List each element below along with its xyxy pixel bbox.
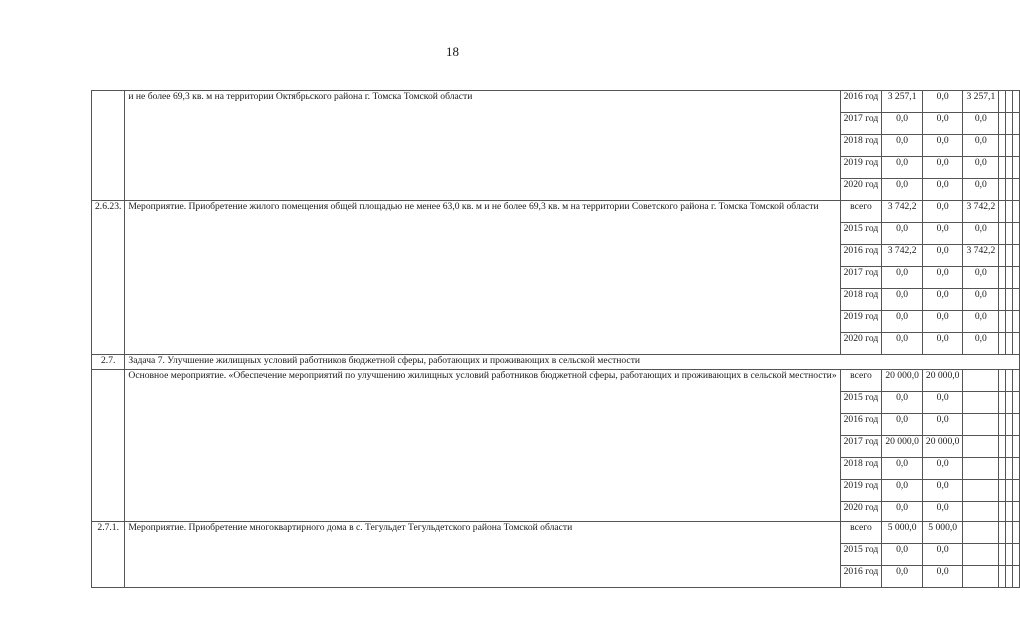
empty-cell: [1013, 157, 1020, 179]
year-cell: 2016 год: [840, 414, 882, 436]
empty-cell: [999, 502, 1006, 522]
total-cell: 0,0: [882, 179, 923, 201]
empty-cell: [999, 522, 1006, 544]
empty-cell: [1006, 311, 1013, 333]
year-cell: всего: [840, 522, 882, 544]
row-number: 2.6.23.: [92, 201, 125, 355]
total-cell: 0,0: [882, 544, 923, 566]
empty-cell: [1006, 179, 1013, 201]
empty-cell: [963, 480, 999, 502]
empty-cell: [999, 480, 1006, 502]
task-title: Задача 7. Улучшение жилищных условий работников бюджетной сферы, работающих и проживающих в сельской местности: [125, 355, 1020, 370]
empty-cell: [1013, 311, 1020, 333]
funding-cell: 0,0: [922, 392, 963, 414]
total-cell: 0,0: [882, 458, 923, 480]
row-number: 2.7.1.: [92, 522, 125, 588]
empty-cell: [1006, 414, 1013, 436]
empty-cell: [1013, 267, 1020, 289]
total-cell: 0,0: [882, 333, 923, 355]
empty-cell: [999, 91, 1006, 113]
empty-cell: [1013, 333, 1020, 355]
empty-cell: [1006, 245, 1013, 267]
funding-cell: 0,0: [922, 113, 963, 135]
funding-cell: 0,0: [922, 91, 963, 113]
empty-cell: [963, 436, 999, 458]
empty-cell: [963, 544, 999, 566]
funding-cell: 0,0: [922, 566, 963, 588]
funding-cell: 0,0: [963, 113, 999, 135]
funding-cell: 3 742,2: [963, 245, 999, 267]
row-number: [92, 91, 125, 201]
total-cell: 0,0: [882, 113, 923, 135]
year-cell: 2016 год: [840, 245, 882, 267]
empty-cell: [999, 392, 1006, 414]
total-cell: 0,0: [882, 267, 923, 289]
total-cell: 0,0: [882, 392, 923, 414]
year-cell: 2019 год: [840, 311, 882, 333]
empty-cell: [1013, 135, 1020, 157]
empty-cell: [999, 223, 1006, 245]
empty-cell: [1006, 201, 1013, 223]
table-row: [92, 201, 1020, 223]
total-cell: 0,0: [882, 414, 923, 436]
empty-cell: [1006, 480, 1013, 502]
empty-cell: [963, 370, 999, 392]
total-cell: 0,0: [882, 289, 923, 311]
year-cell: всего: [840, 201, 882, 223]
budget-table: [91, 90, 1020, 588]
empty-cell: [999, 566, 1006, 588]
empty-cell: [1006, 333, 1013, 355]
empty-cell: [1013, 458, 1020, 480]
total-cell: 3 742,2: [882, 201, 923, 223]
table-row: [92, 370, 1020, 392]
total-cell: 0,0: [882, 135, 923, 157]
empty-cell: [1013, 502, 1020, 522]
funding-cell: 0,0: [922, 179, 963, 201]
empty-cell: [1013, 201, 1020, 223]
funding-cell: 20 000,0: [922, 436, 963, 458]
empty-cell: [1006, 113, 1013, 135]
empty-cell: [999, 458, 1006, 480]
funding-cell: 0,0: [922, 135, 963, 157]
empty-cell: [1006, 502, 1013, 522]
year-cell: 2016 год: [840, 566, 882, 588]
empty-cell: [1013, 245, 1020, 267]
empty-cell: [1006, 135, 1013, 157]
funding-cell: 0,0: [922, 311, 963, 333]
empty-cell: [999, 201, 1006, 223]
empty-cell: [1006, 267, 1013, 289]
total-cell: 0,0: [882, 480, 923, 502]
empty-cell: [999, 414, 1006, 436]
funding-cell: 0,0: [922, 157, 963, 179]
total-cell: 3 257,1: [882, 91, 923, 113]
total-cell: 0,0: [882, 157, 923, 179]
total-cell: 20 000,0: [882, 436, 923, 458]
funding-cell: 5 000,0: [922, 522, 963, 544]
empty-cell: [963, 502, 999, 522]
empty-cell: [999, 436, 1006, 458]
funding-cell: 20 000,0: [922, 370, 963, 392]
empty-cell: [999, 135, 1006, 157]
empty-cell: [1006, 458, 1013, 480]
empty-cell: [1006, 289, 1013, 311]
funding-cell: 0,0: [922, 333, 963, 355]
funding-cell: 3 742,2: [963, 201, 999, 223]
empty-cell: [1006, 392, 1013, 414]
total-cell: 5 000,0: [882, 522, 923, 544]
year-cell: 2020 год: [840, 179, 882, 201]
page-number: 18: [446, 44, 459, 59]
funding-cell: 0,0: [922, 267, 963, 289]
funding-cell: 3 257,1: [963, 91, 999, 113]
funding-cell: 0,0: [922, 480, 963, 502]
funding-cell: 0,0: [963, 135, 999, 157]
empty-cell: [1006, 91, 1013, 113]
funding-cell: 0,0: [963, 311, 999, 333]
empty-cell: [999, 544, 1006, 566]
empty-cell: [963, 566, 999, 588]
empty-cell: [999, 333, 1006, 355]
empty-cell: [963, 458, 999, 480]
empty-cell: [999, 311, 1006, 333]
table-row: [92, 522, 1020, 544]
funding-cell: 0,0: [922, 245, 963, 267]
empty-cell: [999, 245, 1006, 267]
year-cell: 2020 год: [840, 333, 882, 355]
empty-cell: [1006, 436, 1013, 458]
total-cell: 20 000,0: [882, 370, 923, 392]
empty-cell: [1013, 223, 1020, 245]
empty-cell: [1013, 522, 1020, 544]
empty-cell: [1013, 392, 1020, 414]
empty-cell: [1006, 566, 1013, 588]
year-cell: всего: [840, 370, 882, 392]
funding-cell: 0,0: [963, 157, 999, 179]
funding-cell: 0,0: [963, 289, 999, 311]
year-cell: 2015 год: [840, 544, 882, 566]
empty-cell: [999, 157, 1006, 179]
empty-cell: [999, 289, 1006, 311]
empty-cell: [1006, 522, 1013, 544]
year-cell: 2016 год: [840, 91, 882, 113]
empty-cell: [1013, 436, 1020, 458]
activity-description: и не более 69,3 кв. м на территории Октябрьского района г. Томска Томской области: [125, 91, 840, 201]
row-number: [92, 370, 125, 522]
total-cell: 3 742,2: [882, 245, 923, 267]
empty-cell: [963, 414, 999, 436]
year-cell: 2017 год: [840, 436, 882, 458]
empty-cell: [1013, 289, 1020, 311]
empty-cell: [1013, 113, 1020, 135]
year-cell: 2018 год: [840, 458, 882, 480]
empty-cell: [1006, 544, 1013, 566]
row-number: 2.7.: [92, 355, 125, 370]
funding-cell: 0,0: [922, 414, 963, 436]
year-cell: 2017 год: [840, 267, 882, 289]
empty-cell: [999, 267, 1006, 289]
empty-cell: [999, 179, 1006, 201]
activity-description: Основное мероприятие. «Обеспечение мероприятий по улучшению жилищных условий работников бюджетной сферы, работающих и проживающих в сельской местности»: [125, 370, 840, 522]
empty-cell: [1006, 157, 1013, 179]
empty-cell: [999, 113, 1006, 135]
task-row: [92, 355, 1020, 370]
year-cell: 2015 год: [840, 392, 882, 414]
year-cell: 2019 год: [840, 480, 882, 502]
empty-cell: [1013, 370, 1020, 392]
funding-cell: 0,0: [963, 179, 999, 201]
year-cell: 2018 год: [840, 289, 882, 311]
empty-cell: [1013, 179, 1020, 201]
year-cell: 2015 год: [840, 223, 882, 245]
year-cell: 2020 год: [840, 502, 882, 522]
funding-cell: 0,0: [963, 333, 999, 355]
empty-cell: [999, 370, 1006, 392]
empty-cell: [963, 392, 999, 414]
empty-cell: [1013, 480, 1020, 502]
empty-cell: [1013, 91, 1020, 113]
total-cell: 0,0: [882, 502, 923, 522]
funding-cell: 0,0: [922, 223, 963, 245]
table-body: [92, 91, 1020, 588]
total-cell: 0,0: [882, 223, 923, 245]
empty-cell: [1006, 370, 1013, 392]
empty-cell: [1013, 544, 1020, 566]
table-row: [92, 91, 1020, 113]
year-cell: 2019 год: [840, 157, 882, 179]
funding-cell: 0,0: [922, 502, 963, 522]
funding-cell: 0,0: [963, 267, 999, 289]
total-cell: 0,0: [882, 311, 923, 333]
year-cell: 2018 год: [840, 135, 882, 157]
funding-cell: 0,0: [963, 223, 999, 245]
empty-cell: [963, 522, 999, 544]
funding-cell: 0,0: [922, 289, 963, 311]
funding-cell: 0,0: [922, 458, 963, 480]
empty-cell: [1013, 566, 1020, 588]
total-cell: 0,0: [882, 566, 923, 588]
empty-cell: [1013, 414, 1020, 436]
year-cell: 2017 год: [840, 113, 882, 135]
activity-description: Мероприятие. Приобретение многоквартирного дома в с. Тегульдет Тегульдетского района Томской области: [125, 522, 840, 588]
empty-cell: [1006, 223, 1013, 245]
activity-description: Мероприятие. Приобретение жилого помещения общей площадью не менее 63,0 кв. м и не более 69,3 кв. м на территории Советского района г. Томска Томской области: [125, 201, 840, 355]
funding-cell: 0,0: [922, 201, 963, 223]
funding-cell: 0,0: [922, 544, 963, 566]
